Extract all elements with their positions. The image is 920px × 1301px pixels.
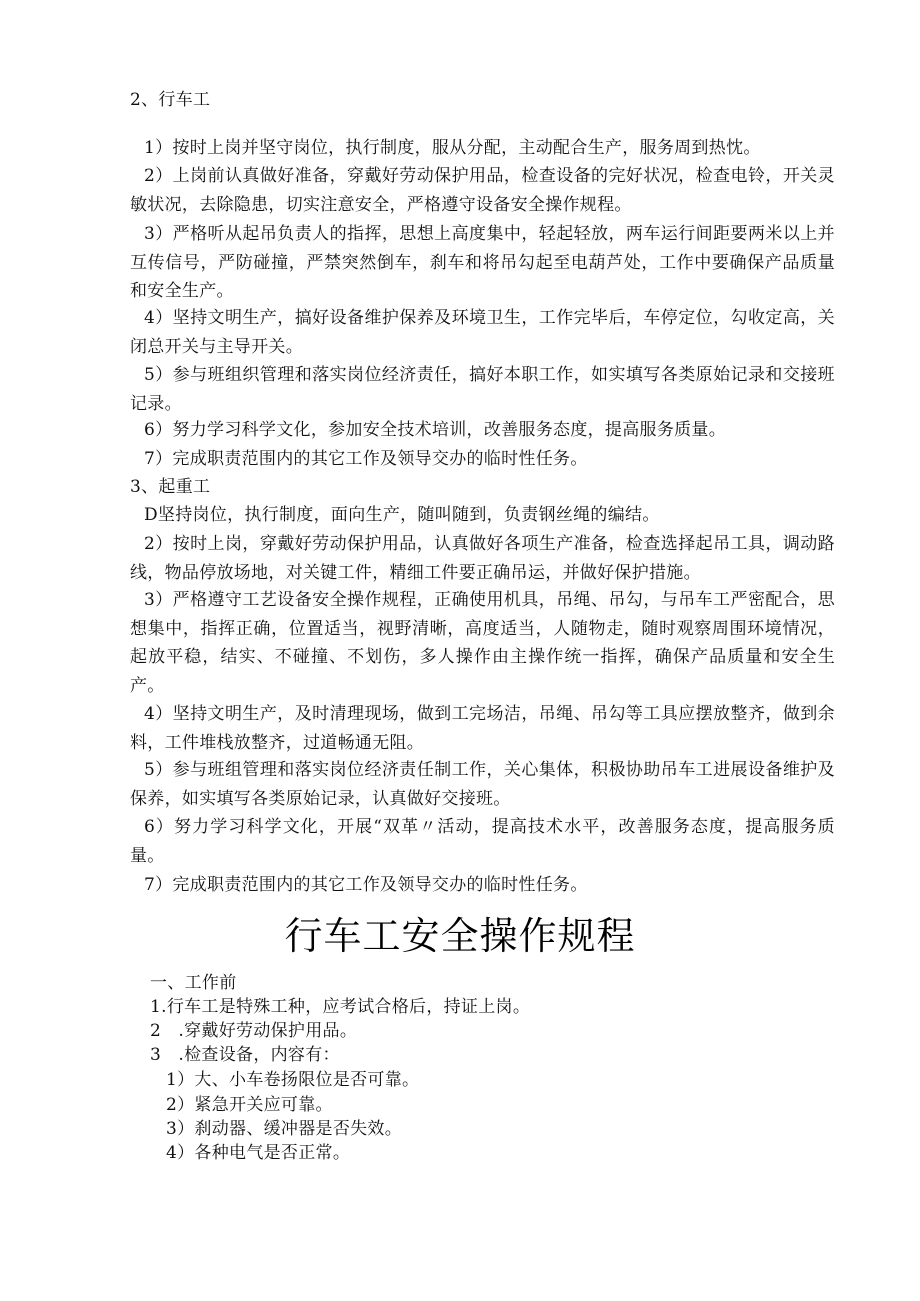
section-heading-crane-operator: 2、行车工 (130, 90, 211, 110)
rules-step-1: 1.行车工是特殊工种，应考试合格后，持证上岗。 (150, 997, 531, 1017)
rules-check-3: 3）刹动器、缓冲器是否失效。 (166, 1119, 403, 1139)
rules-step-3: 3 .检查设备，内容有： (150, 1045, 340, 1065)
rules-title: 行车工安全操作规程 (284, 914, 636, 958)
crane-operator-duty-2: 2）上岗前认真做好准备，穿戴好劳动保护用品，检查设备的完好状况，检查电铃，开关灵敏状况，去除隐患，切实注意安全，严格遵守设备安全操作规程。 (130, 166, 835, 215)
rigger-duty-7: 7）完成职责范围内的其它工作及领导交办的临时性任务。 (144, 875, 588, 895)
rules-step-2: 2 .穿戴好劳动保护用品。 (150, 1021, 358, 1041)
rigger-duty-6: 6）努力学习科学文化，开展“双革〃活动，提高技术水平，改善服务态度，提高服务质量。 (130, 817, 835, 866)
rigger-duty-3: 3）严格遵守工艺设备安全操作规程，正确使用机具，吊绳、吊勾，与吊车工严密配合，思想集中，指挥正确，位置适当，视野清晰，高度适当，人随物走，随时观察周围环境情况，起放平稳，结实、不碰撞、不划伤，多人操作由主操作统一指挥，确保产品质量和安全生产。 (130, 590, 835, 696)
crane-operator-duty-3: 3）严格听从起吊负责人的指挥，思想上高度集中，轻起轻放，两车运行间距要两米以上并互传信号，严防碰撞，严禁突然倒车，刹车和将吊勾起至电葫芦处，工作中要确保产品质量和安全生产。 (130, 224, 835, 302)
rules-check-4: 4）各种电气是否正常。 (166, 1143, 351, 1163)
rules-part-heading: 一、工作前 (150, 973, 237, 993)
rigger-duty-4: 4）坚持文明生产，及时清理现场，做到工完场洁，吊绳、吊勾等工具应摆放整齐，做到余料，工件堆栈放整齐，过道畅通无阻。 (130, 704, 835, 753)
section-heading-rigger: 3、起重工 (130, 477, 211, 497)
rigger-duty-2: 2）按时上岗，穿戴好劳动保护用品，认真做好各项生产准备，检查选择起吊工具，调动路线，物品停放场地，对关键工件，精细工件要正确吊运，并做好保护措施。 (130, 534, 835, 583)
rigger-duty-1: D坚持岗位，执行制度，面向生产，随叫随到，负责钢丝绳的编结。 (144, 505, 660, 525)
rules-check-2: 2）紧急开关应可靠。 (166, 1095, 333, 1115)
crane-operator-duty-6: 6）努力学习科学文化，参加安全技术培训，改善服务态度，提高服务质量。 (144, 420, 727, 440)
crane-operator-duty-1: 1）按时上岗并坚守岗位，执行制度，服从分配，主动配合生产，服务周到热忱。 (144, 138, 761, 158)
crane-operator-duty-5: 5）参与班组织管理和落实岗位经济责任，搞好本职工作，如实填写各类原始记录和交接班记录。 (130, 365, 835, 414)
crane-operator-duty-7: 7）完成职责范围内的其它工作及领导交办的临时性任务。 (144, 449, 588, 469)
crane-operator-duty-4: 4）坚持文明生产，搞好设备维护保养及环境卫生，工作完毕后，车停定位，勾收定高，关闭总开关与主导开关。 (130, 308, 835, 357)
rigger-duty-5: 5）参与班组管理和落实岗位经济责任制工作，关心集体，积极协助吊车工进展设备维护及保养，如实填写各类原始记录，认真做好交接班。 (130, 760, 835, 809)
rules-check-1: 1）大、小车卷扬限位是否可靠。 (166, 1070, 420, 1090)
